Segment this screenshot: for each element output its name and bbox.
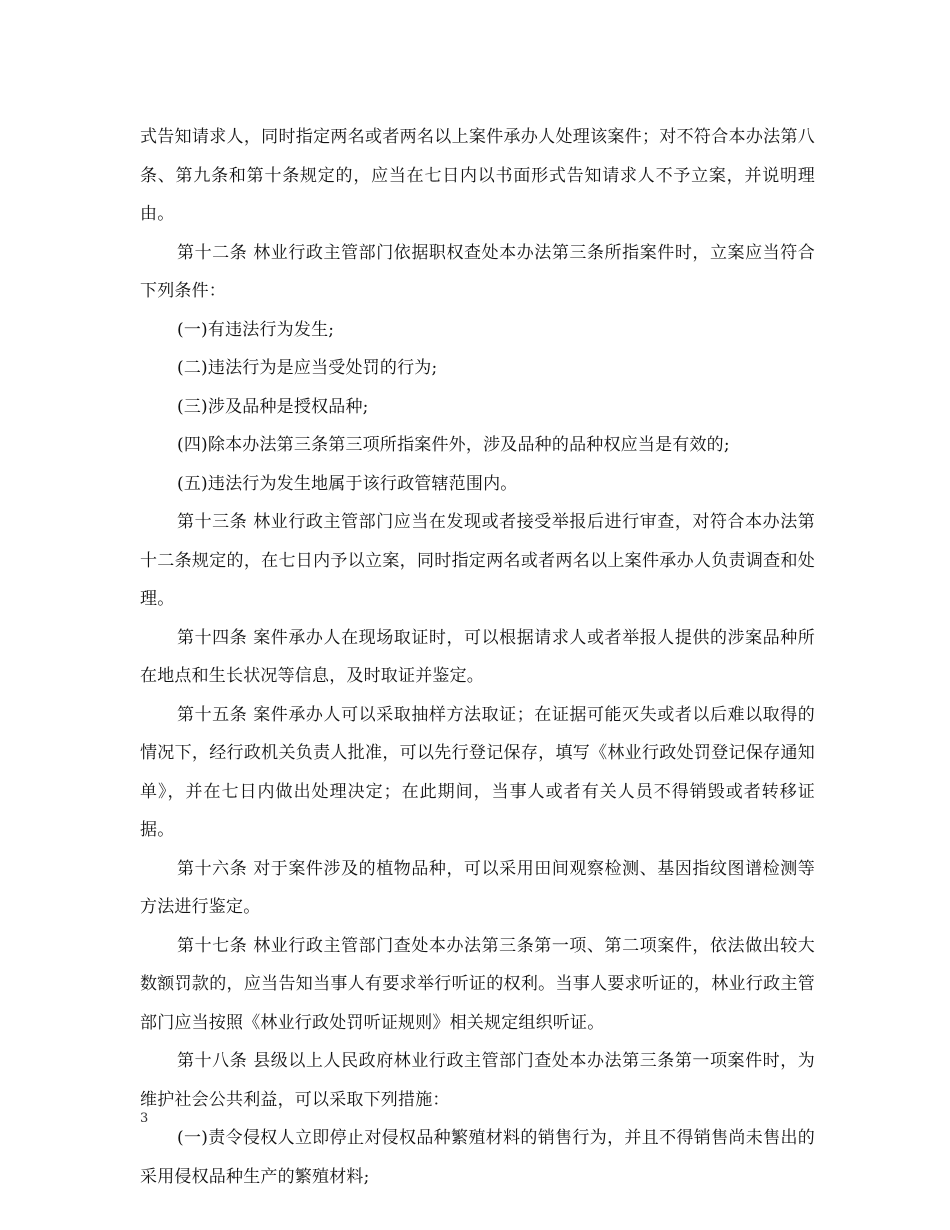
paragraph-9: 第十四条 案件承办人在现场取证时，可以根据请求人或者举报人提供的涉案品种所在地点和生长状况等信息，及时取证并鉴定。 bbox=[140, 627, 815, 686]
paragraph-8: 第十三条 林业行政主管部门应当在发现或者接受举报后进行审查，对符合本办法第十二条规定的，在七日内予以立案，同时指定两名或者两名以上案件承办人负责调查和处理。 bbox=[140, 512, 815, 609]
page-number: 3 bbox=[140, 1111, 149, 1126]
paragraph-5: (三)涉及品种是授权品种; bbox=[177, 396, 369, 417]
paragraph-7: (五)违法行为发生地属于该行政管辖范围内。 bbox=[177, 473, 518, 494]
paragraph-1: 式告知请求人，同时指定两名或者两名以上案件承办人处理该案件；对不符合本办法第八条、第九条和第十条规定的，应当在七日内以书面形式告知请求人不予立案，并说明理由。 bbox=[140, 127, 815, 224]
paragraph-12: 第十七条 林业行政主管部门查处本办法第三条第一项、第二项案件，依法做出较大数额罚款的，应当告知当事人有要求举行听证的权利。当事人要求听证的，林业行政主管部门应当按照《林业行政处罚听证规则》相关规定组织听证。 bbox=[140, 935, 815, 1033]
paragraph-4: (二)违法行为是应当受处罚的行为; bbox=[177, 358, 438, 378]
paragraph-2: 第十二条 林业行政主管部门依据职权查处本办法第三条所指案件时，立案应当符合下列条件： bbox=[140, 242, 815, 301]
paragraph-3: (一)有违法行为发生; bbox=[177, 319, 335, 340]
paragraph-11: 第十六条 对于案件涉及的植物品种，可以采用田间观察检测、基因指纹图谱检测等方法进行鉴定。 bbox=[140, 858, 815, 917]
paragraph-6: (四)除本办法第三条第三项所指案件外，涉及品种的品种权应当是有效的; bbox=[177, 435, 730, 455]
paragraph-14: (一)责令侵权人立即停止对侵权品种繁殖材料的销售行为，并且不得销售尚未售出的采用侵权品种生产的繁殖材料; bbox=[140, 1128, 815, 1187]
paragraph-13: 第十八条 县级以上人民政府林业行政主管部门查处本办法第三条第一项案件时，为维护社会公共利益，可以采取下列措施： bbox=[140, 1051, 815, 1110]
paragraph-10: 第十五条 案件承办人可以采取抽样方法取证；在证据可能灭失或者以后难以取得的情况下，经行政机关负责人批准，可以先行登记保存，填写《林业行政处罚登记保存通知单》，并在七日内做出处理决定；在此期间，当事人或者有关人员不得销毁或者转移证据。 bbox=[140, 704, 815, 840]
document-body bbox=[140, 118, 815, 1196]
